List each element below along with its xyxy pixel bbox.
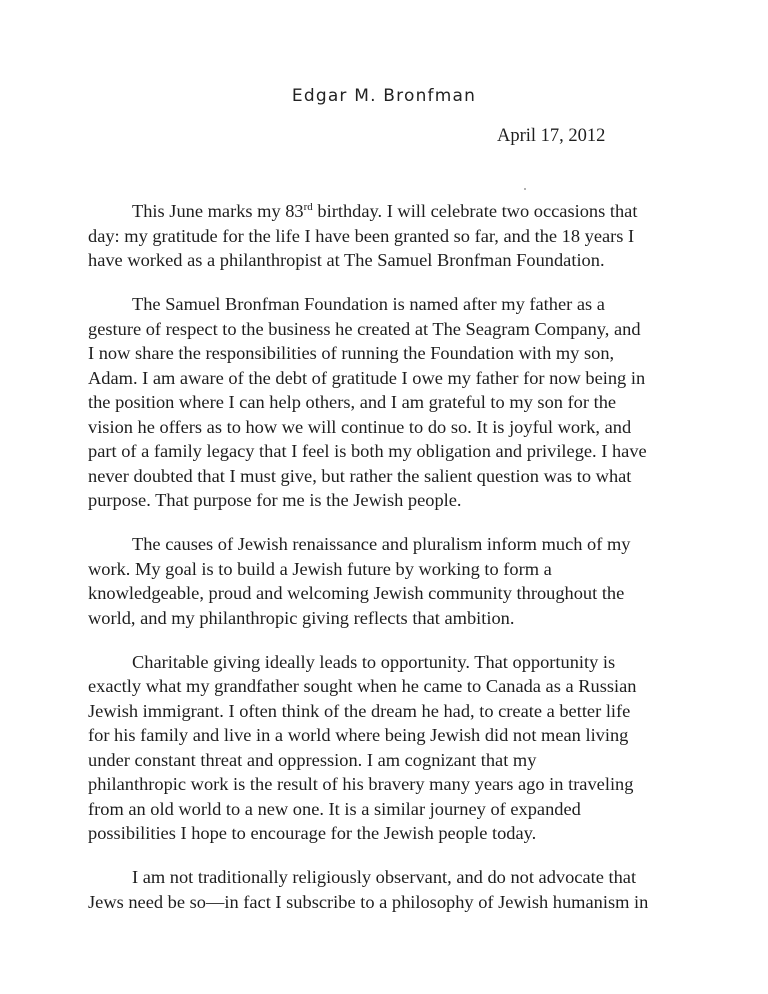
paragraph-line: from an old world to a new one. It is a similar journey of expanded bbox=[88, 798, 581, 819]
paragraph-line: I now share the responsibilities of running the Foundation with my son, bbox=[88, 343, 615, 363]
paragraph-line: world, and my philanthropic giving reflects that ambition. bbox=[88, 607, 515, 628]
scan-speck bbox=[524, 188, 526, 190]
ordinal-superscript: rd bbox=[303, 201, 313, 213]
paragraph-line: knowledgeable, proud and welcoming Jewish community throughout the bbox=[88, 583, 625, 603]
paragraph-line: vision he offers as to how we will continue to do so. It is joyful work, and bbox=[88, 416, 632, 437]
paragraph-line: work. My goal is to build a Jewish future by working to form a bbox=[88, 558, 552, 579]
letterhead-name: Edgar M. Bronfman bbox=[291, 86, 477, 106]
letter-date: April 17, 2012 bbox=[497, 126, 606, 146]
paragraph-line: I am not traditionally religiously observant, and do not advocate that bbox=[132, 867, 637, 887]
paragraph-1 bbox=[88, 199, 688, 273]
paragraph-line: have worked as a philanthropist at The Samuel Bronfman Foundation. bbox=[88, 250, 605, 270]
paragraph-4 bbox=[88, 650, 688, 846]
paragraph-line: The causes of Jewish renaissance and pluralism inform much of my bbox=[132, 534, 631, 554]
paragraph-line: gesture of respect to the business he created at The Seagram Company, and bbox=[88, 318, 641, 339]
paragraph-line: under constant threat and oppression. I am cognizant that my bbox=[88, 749, 537, 770]
paragraph-line: Adam. I am aware of the debt of gratitude I owe my father for now being in bbox=[88, 367, 646, 388]
paragraph-line: Jews need be so—in fact I subscribe to a philosophy of Jewish humanism in bbox=[88, 891, 649, 912]
paragraph-line: philanthropic work is the result of his bravery many years ago in traveling bbox=[88, 774, 634, 794]
paragraph-line: Jewish immigrant. I often think of the dream he had, to create a better life bbox=[88, 700, 631, 721]
paragraph-line: the position where I can help others, and I am grateful to my son for the bbox=[88, 392, 617, 412]
paragraph-line: The Samuel Bronfman Foundation is named after my father as a bbox=[132, 294, 605, 314]
paragraph-line: never doubted that I must give, but rather the salient question was to what bbox=[88, 465, 632, 486]
paragraph-line: day: my gratitude for the life I have been granted so far, and the 18 years I bbox=[88, 225, 635, 246]
paragraph-2 bbox=[88, 292, 688, 513]
paragraph-line: possibilities I hope to encourage for the Jewish people today. bbox=[88, 823, 537, 843]
paragraph-line: Charitable giving ideally leads to opportunity. That opportunity is bbox=[132, 651, 616, 672]
letter-body bbox=[88, 199, 688, 934]
paragraph-line: This June marks my 83rd birthday. I will celebrate two occasions that bbox=[132, 201, 638, 221]
paragraph-line: purpose. That purpose for me is the Jewish people. bbox=[88, 490, 462, 510]
paragraph-line: part of a family legacy that I feel is both my obligation and privilege. I have bbox=[88, 441, 647, 461]
paragraph-3 bbox=[88, 532, 688, 630]
paragraph-line: for his family and live in a world where being Jewish did not mean living bbox=[88, 725, 629, 745]
paragraph-line: exactly what my grandfather sought when he came to Canada as a Russian bbox=[88, 676, 637, 696]
paragraph-5 bbox=[88, 865, 688, 914]
